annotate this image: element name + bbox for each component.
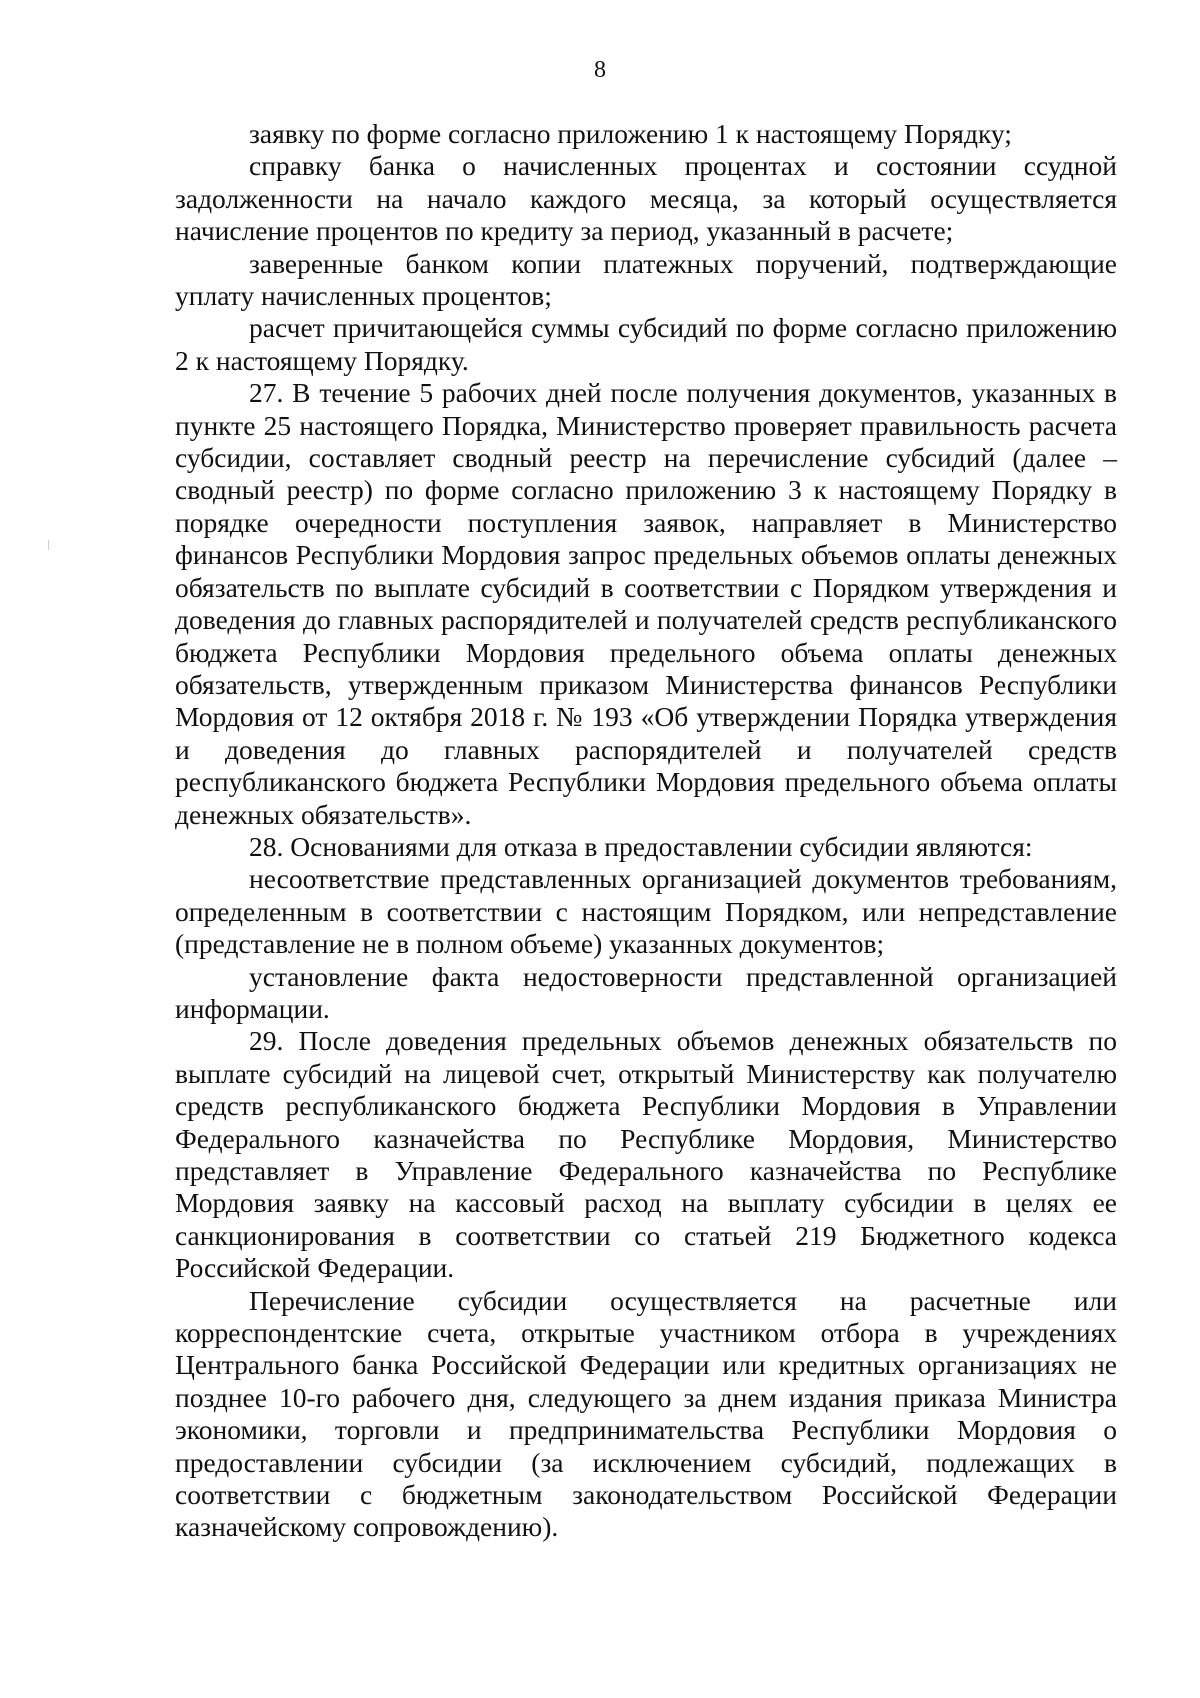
paragraph-clause-27: 27. В течение 5 рабочих дней после получения документов, указанных в пункте 25 настоящего Порядка, Министерство проверяет правильность расчета субсидии, составляет сводный реестр на перечисление субсидий (далее – сводный реестр) по форме согласно приложению 3 к настоящему Порядку в порядке очередности поступления заявок, направляет в Министерство финансов Республики Мордовия запрос предельных объемов оплаты денежных обязательств по выплате субсидий в соответствии с Порядком утверждения и доведения до главных распорядителей и получателей средств республиканского бюджета Республики Мордовия предельного объема оплаты денежных обязательств, утвержденным приказом Министерства финансов Республики Мордовия от 12 октября 2018 г. № 193 «Об утверждении Порядка утверждения и доведения до главных распорядителей и получателей средств республиканского бюджета Республики Мордовия предельного объема оплаты денежных обязательств».	[175, 377, 1117, 830]
page-number: 8	[594, 57, 606, 83]
paragraph-nonconformity: несоответствие представленных организацией документов требованиям, определенным в соответствии с настоящим Порядком, или непредставление (представление не в полном объеме) указанных документов;	[175, 863, 1117, 960]
paragraph-clause-28: 28. Основаниями для отказа в предоставлении субсидии являются:	[249, 830, 1033, 862]
paragraph-clause-29: 29. После доведения предельных объемов денежных обязательств по выплате субсидий на лицевой счет, открытый Министерству как получателю средств республиканского бюджета Республики Мордовия в Управлении Федерального казначейства по Республике Мордовия, Министерство представляет в Управление Федерального казначейства по Республике Мордовия заявку на кассовый расход на выплату субсидии в целях ее санкционирования в соответствии со статьей 219 Бюджетного кодекса Российской Федерации.	[175, 1025, 1117, 1284]
paragraph-subsidy-calculation: расчет причитающейся суммы субсидий по форме согласно приложению 2 к настоящему Порядку.	[175, 312, 1117, 376]
document-body	[175, 118, 1117, 1544]
paragraph-unreliable-info: установление факта недостоверности представленной организацией информации.	[175, 960, 1117, 1024]
paragraph-bank-statement: справку банка о начисленных процентах и состоянии ссудной задолженности на начало каждого месяца, за который осуществляется начисление процентов по кредиту за период, указанный в расчете;	[175, 150, 1117, 247]
paragraph-payment-copies: заверенные банком копии платежных поручений, подтверждающие уплату начисленных процентов;	[175, 247, 1117, 312]
scan-margin-mark	[48, 540, 49, 550]
paragraph-application: заявку по форме согласно приложению 1 к настоящему Порядку;	[249, 118, 1012, 149]
paragraph-transfer: Перечисление субсидии осуществляется на расчетные или корреспондентские счета, открытые участником отбора в учреждениях Центрального банка Российской Федерации или кредитных организациях не позднее 10-го рабочего дня, следующего за днем издания приказа Министра экономики, торговли и предпринимательства Республики Мордовия о предоставлении субсидии (за исключением субсидий, подлежащих в соответствии с бюджетным законодательством Российской Федерации казначейскому сопровождению).	[175, 1284, 1117, 1543]
